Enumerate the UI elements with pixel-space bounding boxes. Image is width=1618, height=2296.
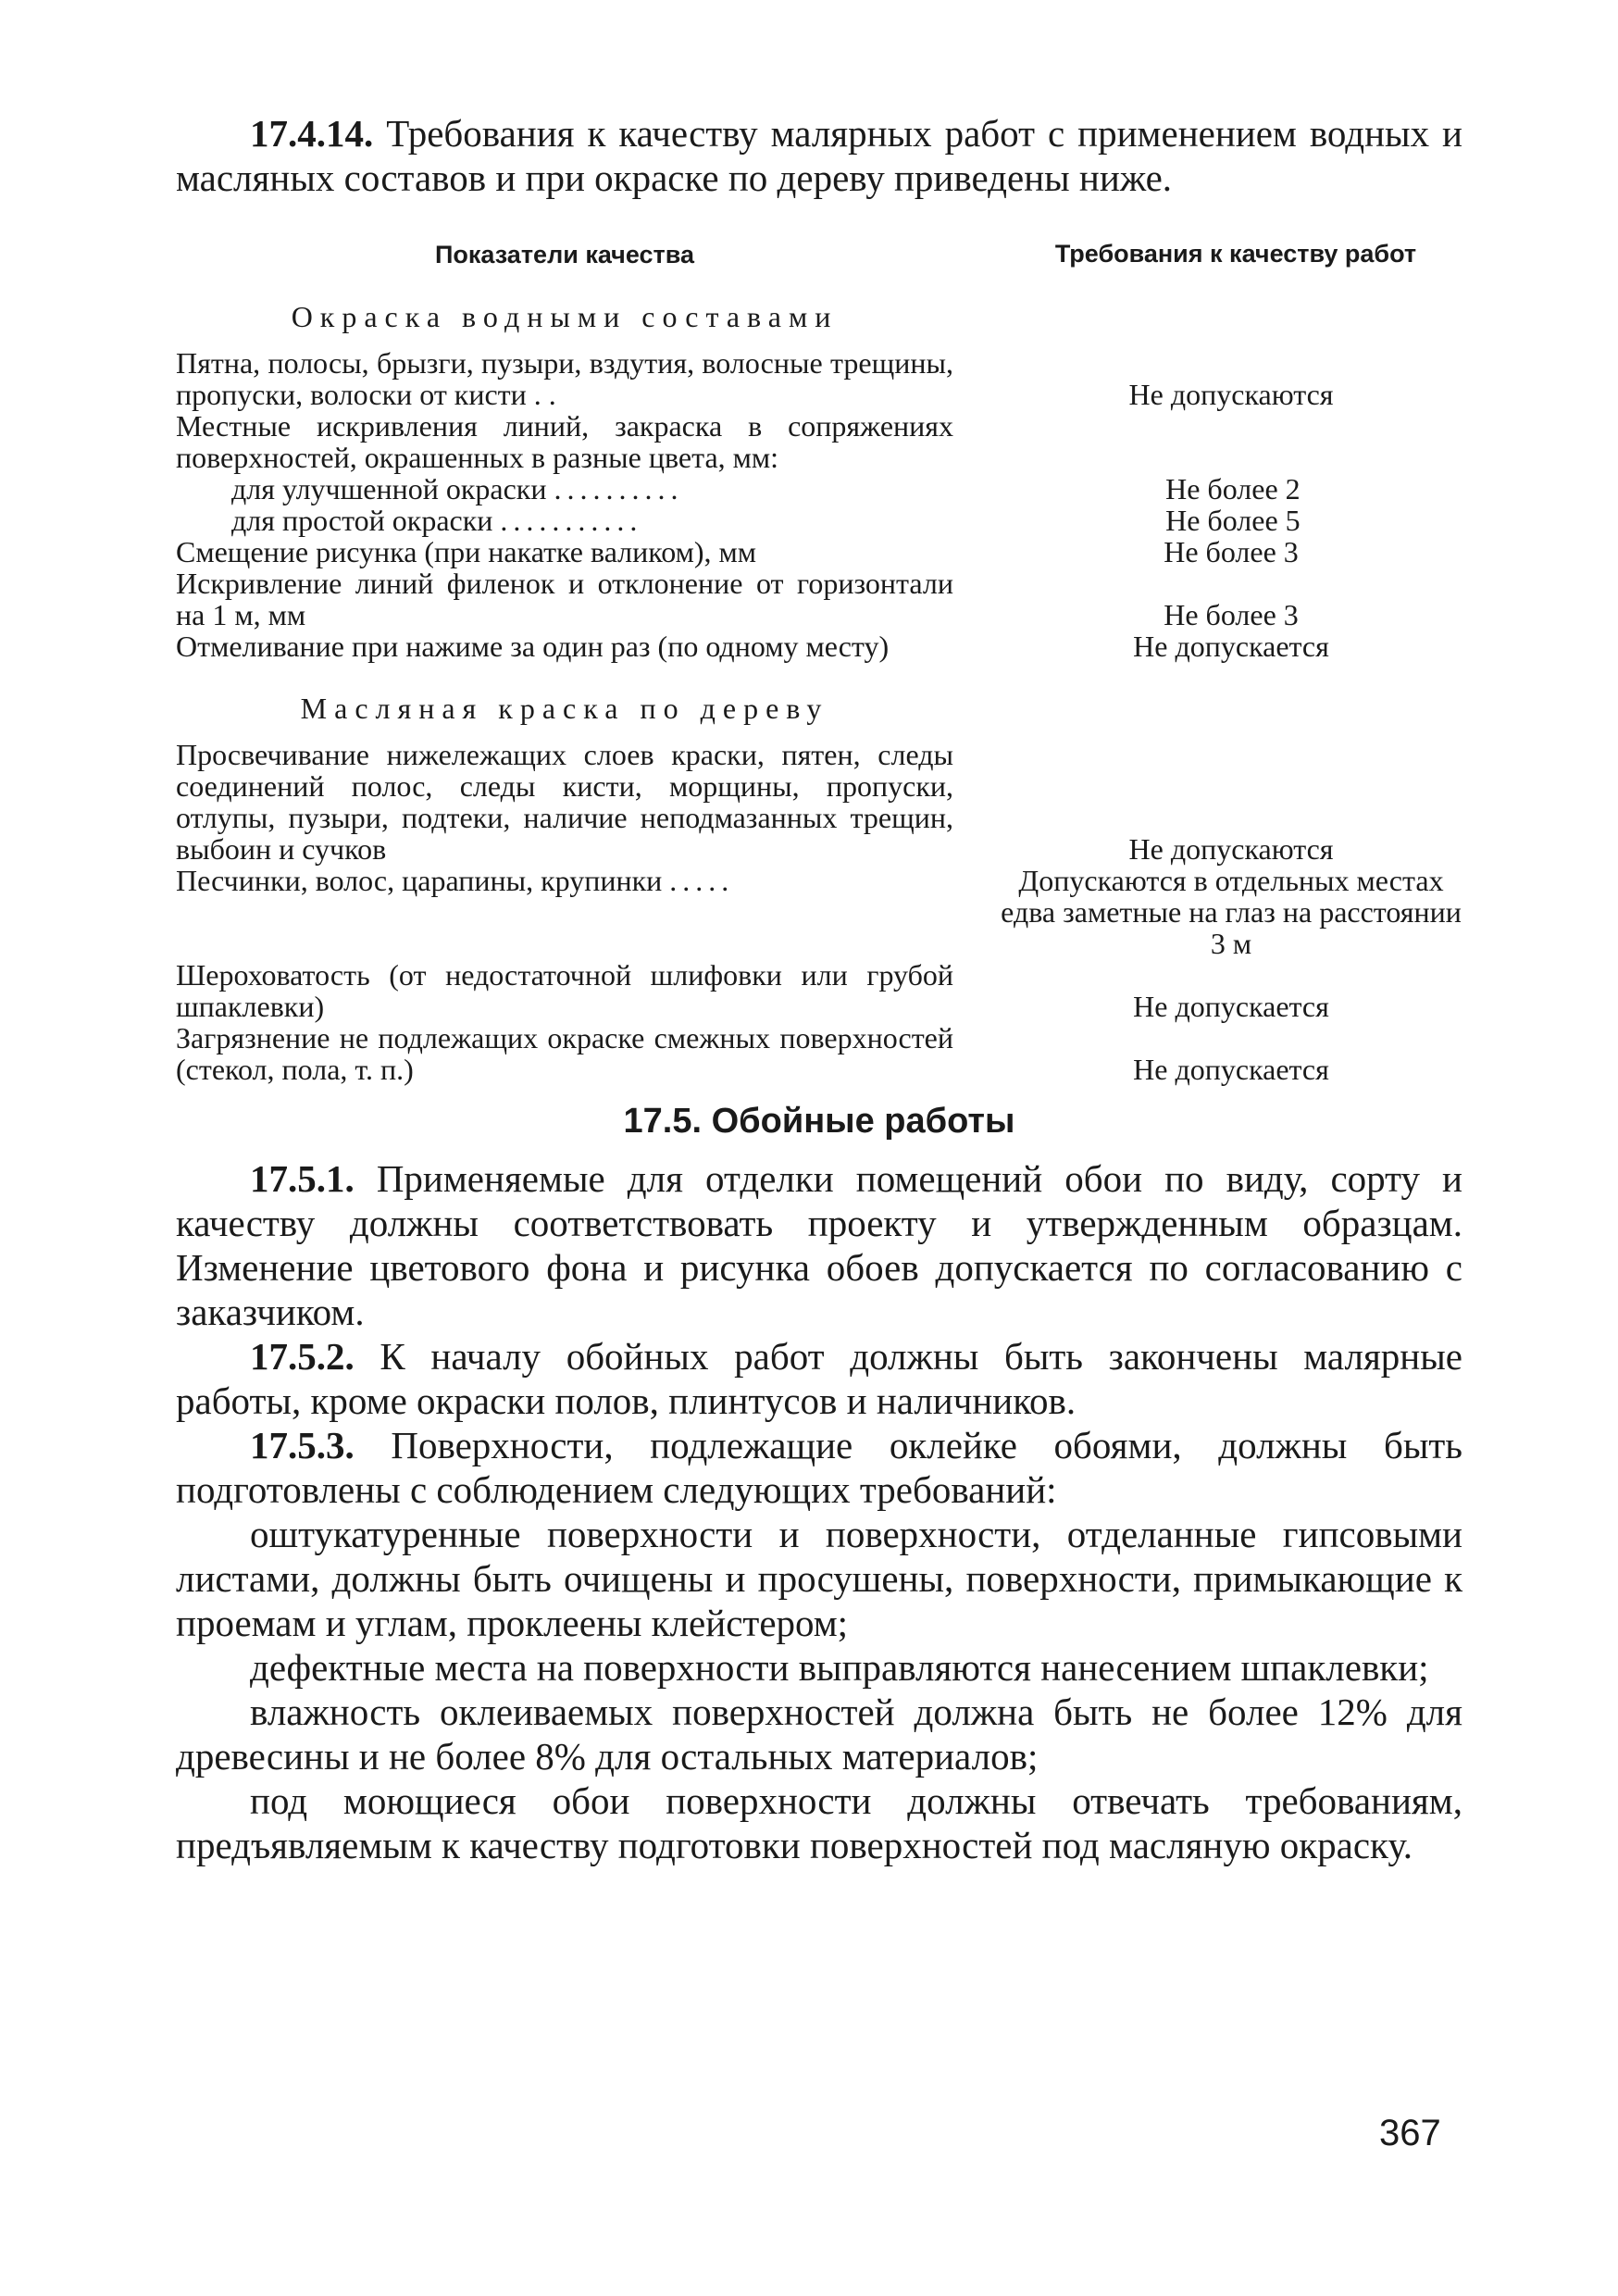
table-header — [176, 237, 1462, 270]
page-content — [176, 111, 1462, 1867]
paragraph-17-5-2 — [176, 1334, 1462, 1423]
paragraph-text: К началу обойных работ должны быть закончены малярные работы, кроме окраски полов, плинтусов и наличников. — [176, 1335, 1462, 1422]
row-label: Местные искривления линий, закраска в сопряжениях поверхностей, окрашенных в разные цвета, мм: — [176, 409, 953, 474]
intro-paragraph — [176, 111, 1462, 200]
table-row — [176, 505, 1462, 536]
col-header-quality: Показатели качества — [434, 241, 695, 268]
requirement-humidity: влажность оклеиваемых поверхностей должна быть не более 12% для древесины и не более 8% для остальных материалов; — [176, 1691, 1462, 1778]
section-title-wallpaper: 17.5. Обойные работы — [623, 1102, 1015, 1141]
table-row — [176, 473, 1462, 505]
table-row — [176, 568, 1462, 630]
col-header-requirements: Требования к качеству работ — [1054, 240, 1417, 268]
requirement-washable: под моющиеся обои поверхности должны отвечать требованиям, предъявляемым к качеству подготовки поверхностей под масляную окраску. — [176, 1779, 1462, 1866]
table-row — [176, 865, 1462, 959]
table-row — [176, 959, 1462, 1022]
row-value: Не более 3 — [1164, 535, 1299, 568]
section-oil-paint: Масляная краска по дереву — [300, 692, 829, 725]
row-value: Не допускается — [1133, 1053, 1329, 1086]
intro-number: 17.4.14. — [250, 112, 374, 155]
section-water-paint: Окраска водными составами — [291, 300, 839, 333]
table-row — [176, 536, 1462, 568]
row-value: Не более 3 — [1164, 598, 1299, 631]
row-label: для улучшенной окраски .......... — [231, 472, 684, 505]
paragraph-number: 17.5.1. — [250, 1157, 355, 1200]
row-value: Не допускаются — [1128, 832, 1334, 866]
requirement-defects: дефектные места на поверхности выправляются нанесением шпаклевки; — [250, 1646, 1429, 1689]
row-label: Искривление линий филенок и отклонение от горизонтали на 1 м, мм — [176, 567, 953, 631]
row-label: Смещение рисунка (при накатке валиком), мм — [176, 535, 756, 568]
paragraph-text: Поверхности, подлежащие оклейке обоями, должны быть подготовлены с соблюдением следующих требований: — [176, 1424, 1462, 1511]
row-value: Не допускается — [1133, 630, 1329, 663]
table-row — [176, 347, 1462, 410]
row-label: Пятна, полосы, брызги, пузыри, вздутия, волосные трещины, пропуски, волоски от кисти . . — [176, 346, 953, 411]
table-row — [176, 630, 1462, 662]
row-value: Не допускаются — [1128, 378, 1334, 411]
row-value: Не более 5 — [1165, 504, 1301, 537]
row-label: Отмеливание при нажиме за один раз (по одному месту) — [176, 630, 890, 663]
paragraph-number: 17.5.3. — [250, 1424, 355, 1466]
intro-text: Требования к качеству малярных работ с применением водных и масляных составов и при окраске по дереву приведены ниже. — [176, 112, 1462, 199]
paragraph-text: Применяемые для отделки помещений обои по виду, сорту и качеству должны соответствовать проекту и утвержденным образцам. Изменение цветового фона и рисунка обоев допускается по согласованию с заказчиком. — [176, 1157, 1462, 1333]
paragraph-17-5-1 — [176, 1156, 1462, 1334]
row-label: Песчинки, волос, царапины, крупинки ..... — [176, 864, 735, 897]
row-value: Не допускается — [1133, 990, 1329, 1023]
table-row — [176, 739, 1462, 865]
paragraph-17-5-3 — [176, 1423, 1462, 1512]
table-row — [176, 410, 1462, 473]
requirement-plaster: оштукатуренные поверхности и поверхности, отделанные гипсовыми листами, должны быть очищены и просушены, поверхности, примыкающие к проемам и углам, проклеены клейстером; — [176, 1513, 1462, 1644]
row-value: Допускаются в отдельных местах едва заметные на глаз на расстоянии 3 м — [1001, 864, 1462, 960]
paragraph-number: 17.5.2. — [250, 1335, 355, 1378]
table-row — [176, 1022, 1462, 1085]
row-label: Просвечивание нижележащих слоев краски, пятен, следы соединений полос, следы кисти, морщины, пропуски, отлупы, пузыри, подтеки, наличие неподмазанных трещин, выбоин и сучков — [176, 738, 953, 866]
page-number: 367 — [1379, 2113, 1441, 2153]
row-value: Не более 2 — [1165, 472, 1301, 505]
row-label: Шероховатость (от недостаточной шлифовки или грубой шпаклевки) — [176, 958, 953, 1023]
row-label: Загрязнение не подлежащих окраске смежных поверхностей (стекол, пола, т. п.) — [176, 1021, 953, 1086]
row-label: для простой окраски ........... — [231, 504, 643, 537]
